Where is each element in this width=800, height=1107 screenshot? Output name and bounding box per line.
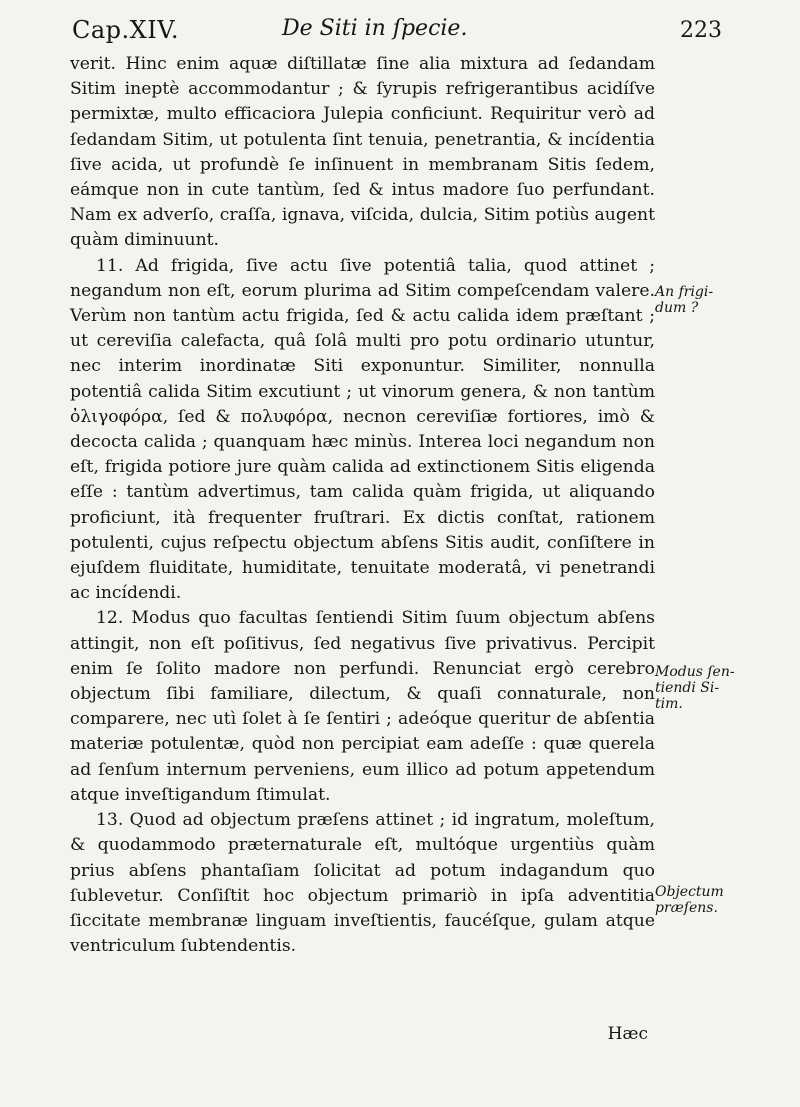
margin-note-objectum: Objectum præſens. <box>655 884 724 916</box>
paragraph-continued: verit. Hinc enim aquæ diſtillatæ ſine alia mixtura ad ſedandam Sitim ineptè accommodantur ; & ſyrupis refrigerantibus acidíſve permixtæ, multo efficaciora Julepia conficiunt. Requiritur verò ad ſedandam Sitim, ut potulenta ſint tenuia, penetrantia, & incídentia ſive acida, ut profundè ſe inſinuent in membranam Sitis ſedem, eámque non in cute tantùm, ſed & intus madore ſuo perfundant. Nam ex adverſo, craſſa, ignava, viſcida, dulcia, Sitim potiùs augent quàm diminuunt. <box>70 54 655 251</box>
page-number: 223 <box>680 18 722 43</box>
chapter-label: Cap.XIV. <box>72 16 179 44</box>
margin-note-frigidum: An frigi-dum ? <box>655 284 714 316</box>
running-title: De Siti in ſpecie. <box>282 16 468 41</box>
main-text-block <box>70 52 655 959</box>
running-header <box>72 16 722 50</box>
catchword: Hæc <box>607 1024 648 1044</box>
margin-note-modus: Modus ſen-tiendi Si-tim. <box>655 664 735 712</box>
paragraph-11: 11. Ad frigida, ſive actu ſive potentiâ talia, quod attinet ; negandum non eſt, eorum plurima ad Sitim compeſcendam valere. Verùm non tantùm actu frigida, ſed & actu calida idem præſtant ; ut cereviſia calefacta, quâ ſolâ multi pro potu ordinario utuntur, nec interim inordinatæ Siti exponuntur. Similiter, nonnulla potentiâ calida Sitim excutiunt ; ut vinorum genera, & non tantùm ὀλιγοφόρα, ſed & πολυφόρα, necnon cereviſiæ fortiores, imò & decocta calida ; quanquam hæc minùs. Interea loci negandum non eſt, frigida potiore jure quàm calida ad extinctionem Sitis eligenda eſſe : tantùm advertimus, tam calida quàm frigida, ut aliquando proficiunt, ità frequenter fruſtrari. Ex dictis conſtat, rationem potulenti, cujus reſpectu objectum abſens Sitis audit, conſiſtere in ejuſdem fluiditate, humiditate, tenuitate moderatâ, vi penetrandi ac incídendi. <box>70 255 655 604</box>
paragraph-12: 12. Modus quo facultas ſentiendi Sitim ſuum objectum abſens attingit, non eſt poſitivus, ſed negativus ſive privativus. Percipit enim ſe ſolito madore non perfundi. Renunciat ergò cerebro objectum ſibi familiare, dilectum, & quaſi connaturale, non comparere, nec utì ſolet à ſe ſentiri ; adeóque queritur de abſentia materiæ potulentæ, quòd non percipiat eam adeſſe : quæ querela ad ſenſum internum perveniens, eum illico ad potum appetendum atque inveſtigandum ſtimulat. <box>70 608 655 805</box>
paragraph-13: 13. Quod ad objectum præſens attinet ; id ingratum, moleſtum, & quodammodo præternaturale eſt, multóque urgentiùs quàm prius abſens phantaſiam ſolicitat ad potum indagandum quo ſublevetur. Conſiſtit hoc objectum primariò in ipſa adventitia ſiccitate membranæ linguam inveſtientis, faucéſque, gulam atque ventriculum ſubtendentis. <box>70 810 655 957</box>
